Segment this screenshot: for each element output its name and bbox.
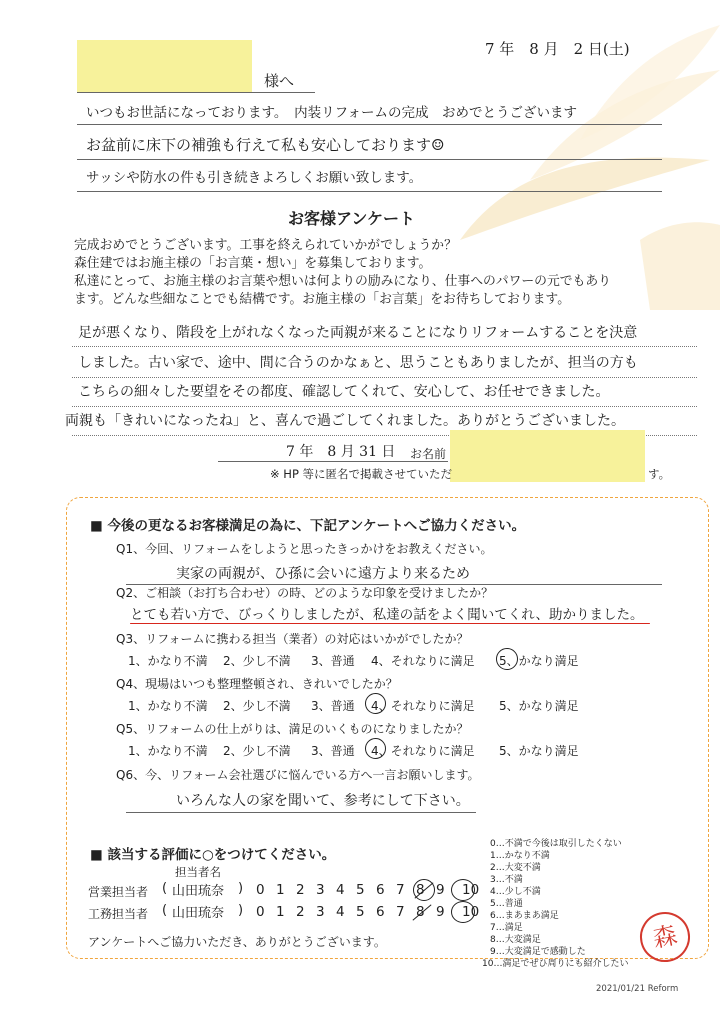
q4-selected-circle bbox=[365, 693, 386, 714]
rating-heading: ■ 該当する評価に○をつけてください。 bbox=[90, 847, 336, 863]
construction-digit-8[interactable]: 8 bbox=[416, 904, 425, 920]
construction-label: 工務担当者 bbox=[88, 907, 149, 921]
construction-digit-5[interactable]: 5 bbox=[356, 904, 365, 920]
header-date: 7 年 8 月 2 日(土) bbox=[485, 40, 630, 58]
survey-title: お客様アンケート bbox=[288, 209, 416, 228]
q3-selected-circle bbox=[496, 648, 518, 670]
legend-5: 5…普通 bbox=[490, 899, 523, 909]
q5-option-1[interactable]: 1、かなり不満 bbox=[128, 744, 208, 758]
q3-option-1[interactable]: 1、かなり不満 bbox=[128, 654, 208, 668]
anonymous-note-end: す。 bbox=[648, 467, 671, 481]
survey-intro-4: ます。どんな些細なことでも結構です。お施主様の「お言葉」をお待ちしております。 bbox=[74, 292, 571, 307]
construction-digit-9[interactable]: 9 bbox=[436, 904, 445, 920]
footer-code: 2021/01/21 Reform bbox=[596, 984, 679, 994]
q5-scale bbox=[128, 742, 579, 759]
message-rule-3 bbox=[77, 191, 662, 192]
comment-rule-2 bbox=[72, 377, 697, 378]
q2-answer-red-underline bbox=[130, 623, 650, 624]
q1-text: Q1、今回、リフォームをしようと思ったきっかけをお教えください。 bbox=[116, 542, 493, 556]
construction-digit-6[interactable]: 6 bbox=[376, 904, 385, 920]
message-rule-2 bbox=[77, 159, 662, 160]
q4-option-4[interactable]: 4、それなりに満足 bbox=[371, 699, 475, 713]
q5-text: Q5、リフォームの仕上がりは、満足のいくものになりましたか？ bbox=[116, 722, 469, 736]
message-line-3: サッシや防水の件も引き続きよろしくお願い致します。 bbox=[86, 170, 423, 186]
sales-staff-name: 山田琉奈 bbox=[172, 884, 225, 899]
q3-option-4[interactable]: 4、それなりに満足 bbox=[371, 654, 475, 668]
comment-line-4: 両親も「きれいになったね」と、喜んで過ごしてくれました。ありがとうございました。 bbox=[65, 413, 625, 429]
comment-rule-1 bbox=[72, 346, 697, 347]
legend-2: 2…大変不満 bbox=[490, 863, 541, 873]
sales-circle-10 bbox=[451, 879, 475, 901]
sales-digit-6[interactable]: 6 bbox=[376, 882, 385, 898]
q5-option-2[interactable]: 2、少し不満 bbox=[223, 744, 291, 758]
q5-option-4[interactable]: 4、それなりに満足 bbox=[371, 744, 475, 758]
legend-0: 0…不満で今後は取引したくない bbox=[490, 839, 622, 849]
legend-4: 4…少し不満 bbox=[490, 887, 541, 897]
signature-underline bbox=[218, 461, 448, 462]
legend-7: 7…満足 bbox=[490, 923, 523, 933]
sales-digit-3[interactable]: 3 bbox=[316, 882, 325, 898]
survey-intro-1: 完成おめでとうございます。工事を終えられていかがでしょうか？ bbox=[74, 238, 457, 253]
sales-scale bbox=[256, 882, 479, 898]
construction-digit-3[interactable]: 3 bbox=[316, 904, 325, 920]
staff-name-label: 担当者名 bbox=[175, 865, 221, 879]
q5-selected-circle bbox=[365, 738, 386, 759]
message-line-1: いつもお世話になっております。 内装リフォームの完成 おめでとうございます bbox=[86, 105, 577, 121]
legend-1: 1…かなり不満 bbox=[490, 851, 550, 861]
name-label: お名前 bbox=[410, 447, 447, 461]
sales-digit-5[interactable]: 5 bbox=[356, 882, 365, 898]
construction-digit-4[interactable]: 4 bbox=[336, 904, 345, 920]
q5-option-5[interactable]: 5、かなり満足 bbox=[499, 744, 579, 758]
comment-line-2: しました。古い家で、途中、間に合うのかなぁと、思うこともありましたが、担当の方も bbox=[78, 355, 638, 371]
thanks-text: アンケートへご協力いただき、ありがとうございます。 bbox=[88, 935, 386, 949]
stamp-character: 森 bbox=[650, 920, 680, 954]
q3-option-5[interactable]: 5、かなり満足 bbox=[499, 654, 579, 668]
construction-digit-1[interactable]: 1 bbox=[276, 904, 285, 920]
q4-option-3[interactable]: 3、普通 bbox=[311, 699, 355, 713]
q6-answer: いろんな人の家を聞いて、参考にして下さい。 bbox=[176, 793, 470, 809]
sales-digit-0[interactable]: 0 bbox=[256, 882, 265, 898]
addressee-underline bbox=[77, 92, 315, 93]
sales-bracket-right: ) bbox=[238, 881, 244, 896]
sales-digit-4[interactable]: 4 bbox=[336, 882, 345, 898]
construction-bracket-right: ) bbox=[238, 903, 244, 918]
message-rule-1 bbox=[77, 124, 662, 125]
sales-digit-9[interactable]: 9 bbox=[436, 882, 445, 898]
construction-staff-name: 山田琉奈 bbox=[172, 906, 225, 921]
q6-answer-rule bbox=[126, 812, 476, 813]
sales-digit-8[interactable]: 8 bbox=[416, 882, 425, 898]
construction-bracket-left: ( bbox=[162, 903, 168, 918]
q2-text: Q2、ご相談（お打ち合わせ）の時、どのような印象を受けましたか？ bbox=[116, 586, 494, 600]
comment-line-1: 足が悪くなり、階段を上がれなくなった両親が来ることになりリフォームすることを決意 bbox=[78, 325, 638, 341]
sales-digit-2[interactable]: 2 bbox=[296, 882, 305, 898]
sales-label: 営業担当者 bbox=[88, 885, 149, 899]
redacted-addressee bbox=[77, 40, 252, 92]
legend-6: 6…まあまあ満足 bbox=[490, 911, 559, 921]
signature-date: 7 年 8 月 31 日 bbox=[286, 444, 396, 460]
comment-rule-3 bbox=[72, 406, 697, 407]
legend-9: 9…大変満足で感動した bbox=[490, 947, 586, 957]
q1-answer: 実家の両親が、ひ孫に会いに遠方より来るため bbox=[176, 566, 470, 582]
q3-option-2[interactable]: 2、少し不満 bbox=[223, 654, 291, 668]
q4-option-2[interactable]: 2、少し不満 bbox=[223, 699, 291, 713]
construction-digit-2[interactable]: 2 bbox=[296, 904, 305, 920]
anonymous-note: ※ HP 等に匿名で掲載させていただ bbox=[270, 467, 453, 481]
construction-digit-7[interactable]: 7 bbox=[396, 904, 405, 920]
q4-scale bbox=[128, 697, 579, 714]
q4-option-1[interactable]: 1、かなり不満 bbox=[128, 699, 208, 713]
legend-3: 3…不満 bbox=[490, 875, 523, 885]
redacted-name bbox=[450, 430, 645, 482]
construction-digit-0[interactable]: 0 bbox=[256, 904, 265, 920]
construction-scale bbox=[256, 904, 479, 920]
q6-text: Q6、今、リフォーム会社選びに悩んでいる方へ一言お願いします。 bbox=[116, 768, 480, 782]
survey-intro-2: 森住建ではお施主様の「お言葉・想い」を募集しております。 bbox=[74, 256, 432, 271]
sales-digit-1[interactable]: 1 bbox=[276, 882, 285, 898]
questionnaire-heading: ■ 今後の更なるお客様満足の為に、下記アンケートへご協力ください。 bbox=[90, 518, 526, 534]
construction-digit-10[interactable]: 10 bbox=[462, 904, 480, 920]
comment-line-3: こちらの細々した要望をその都度、確認してくれて、安心して、お任せできました。 bbox=[78, 384, 610, 400]
sales-digit-10[interactable]: 10 bbox=[462, 882, 480, 898]
q3-option-3[interactable]: 3、普通 bbox=[311, 654, 355, 668]
legend-8: 8…大変満足 bbox=[490, 935, 541, 945]
survey-intro-3: 私達にとって、お施主様のお言葉や想いは何よりの励みになり、仕事へのパワーの元でもあり bbox=[74, 274, 611, 289]
q5-option-3[interactable]: 3、普通 bbox=[311, 744, 355, 758]
q4-text: Q4、現場はいつも整理整頓され、きれいでしたか？ bbox=[116, 677, 398, 691]
q4-option-5[interactable]: 5、かなり満足 bbox=[499, 699, 579, 713]
addressee-suffix: 様へ bbox=[264, 72, 295, 90]
message-line-2: お盆前に床下の補強も行えて私も安心しております☺ bbox=[86, 136, 445, 154]
sales-bracket-left: ( bbox=[162, 881, 168, 896]
q2-answer: とても若い方で、びっくりしましたが、私達の話をよく聞いてくれ、助かりました。 bbox=[130, 607, 644, 623]
sales-digit-7[interactable]: 7 bbox=[396, 882, 405, 898]
legend-10: 10…満足でぜひ周りにも紹介したい bbox=[482, 959, 629, 969]
q3-text: Q3、リフォームに携わる担当（業者）の対応はいかがでしたか？ bbox=[116, 632, 469, 646]
construction-circle-10 bbox=[451, 901, 475, 923]
